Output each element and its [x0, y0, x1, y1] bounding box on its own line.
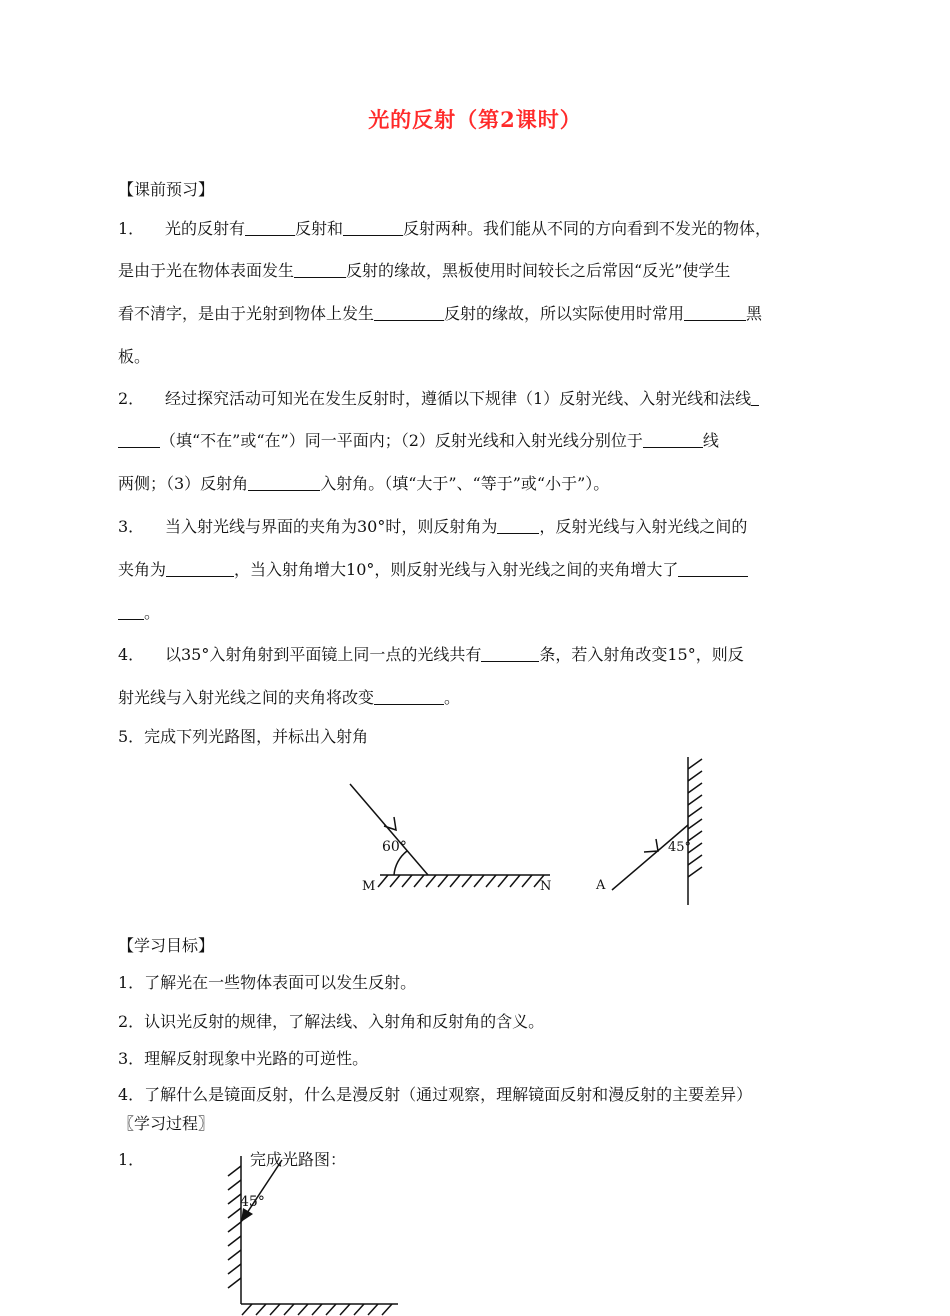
- answer-blank[interactable]: [643, 431, 703, 448]
- figure-mirror-mn: [340, 770, 570, 900]
- question-1-line-2: [118, 261, 730, 281]
- answer-blank[interactable]: [481, 645, 539, 662]
- question-text: 以35°入射角射到平面镜上同一点的光线共有: [165, 645, 482, 664]
- section-heading-process: 〖学习过程〗: [118, 1114, 215, 1133]
- answer-blank[interactable]: [751, 389, 759, 406]
- section-heading-preview: 【课前预习】: [118, 180, 215, 199]
- question-2-line-3: [118, 474, 609, 494]
- answer-blank[interactable]: [684, 304, 746, 321]
- question-4-line-2: [118, 688, 460, 708]
- question-1-line-1: [118, 219, 771, 239]
- answer-blank[interactable]: [166, 560, 234, 577]
- question-text: 看不清字，是由于光射到物体上发生: [118, 304, 375, 323]
- ray-arrow: [644, 839, 658, 852]
- answer-blank[interactable]: [678, 560, 748, 577]
- page-title: 光的反射（第2课时）: [368, 107, 582, 132]
- question-text: 反射和: [295, 219, 344, 238]
- goal-item-3: 3．理解反射现象中光路的可逆性。: [118, 1049, 369, 1068]
- mirror-hatching: [378, 875, 544, 887]
- question-1-line-4: 板。: [118, 347, 151, 366]
- answer-blank[interactable]: [374, 688, 444, 705]
- question-number: 1．: [118, 219, 145, 238]
- question-text: 光的反射有: [165, 219, 246, 238]
- question-2-line-1: [118, 389, 759, 409]
- question-text: ，当入射角增大10°，则反射光线与入射光线之间的夹角增大了: [234, 560, 679, 579]
- answer-blank[interactable]: [497, 517, 539, 534]
- angle-label: 45°: [668, 840, 692, 855]
- ray-arrow: [241, 1208, 253, 1222]
- question-text: 条，若入射角改变15°，则反: [539, 645, 744, 664]
- question-3-line-1: [118, 517, 747, 537]
- vertical-mirror-hatching: [228, 1166, 241, 1288]
- figure-vertical-mirror: [590, 755, 720, 910]
- question-text: 当入射光线与界面的夹角为30°时，则反射角为: [165, 517, 498, 536]
- question-text: ，反射光线与入射光线之间的: [539, 517, 748, 536]
- question-number: 4．: [118, 645, 145, 664]
- ray-arrow: [384, 817, 396, 830]
- question-number: 3．: [118, 517, 145, 536]
- angle-label: 45°: [240, 1194, 265, 1210]
- goal-item-2: 2．认识光反射的规律，了解法线、入射角和反射角的含义。: [118, 1012, 545, 1031]
- question-text: 入射角。（填“大于”、“等于”或“小于”）。: [320, 474, 610, 493]
- horizontal-mirror-hatching: [242, 1304, 392, 1315]
- angle-label: 60°: [382, 839, 407, 855]
- process-question-1-number: 1．: [118, 1150, 145, 1169]
- question-text: 。: [144, 603, 161, 622]
- goal-item-1: 1．了解光在一些物体表面可以发生反射。: [118, 973, 417, 992]
- question-text: 射光线与入射光线之间的夹角将改变: [118, 688, 375, 707]
- answer-blank[interactable]: [245, 219, 295, 236]
- incident-ray: [350, 784, 428, 875]
- question-text: 是由于光在物体表面发生: [118, 261, 295, 280]
- question-text: 反射的缘故，黑板使用时间较长之后常因“反光”使学生: [346, 261, 731, 280]
- section-heading-goals: 【学习目标】: [118, 936, 215, 955]
- process-question-1-text: 完成光路图：: [250, 1150, 347, 1169]
- incident-ray: [612, 825, 688, 890]
- question-3-line-2: [118, 560, 748, 580]
- question-text: 反射两种。我们能从不同的方向看到不发光的物体，: [403, 219, 772, 238]
- question-text: 黑: [746, 304, 763, 323]
- answer-blank[interactable]: [118, 431, 160, 448]
- answer-blank[interactable]: [118, 603, 144, 620]
- question-text: 反射的缘故，所以实际使用时常用: [444, 304, 685, 323]
- question-text: 。: [444, 688, 461, 707]
- question-2-line-2: [118, 431, 719, 451]
- figure-corner-mirrors: [222, 1148, 407, 1316]
- mirror-hatching: [688, 759, 702, 877]
- goal-item-4: 4．了解什么是镜面反射，什么是漫反射（通过观察，理解镜面反射和漫反射的主要差异）: [118, 1085, 753, 1104]
- question-text: 两侧；（3）反射角: [118, 474, 249, 493]
- answer-blank[interactable]: [343, 219, 403, 236]
- question-5-text: 5．完成下列光路图，并标出入射角: [118, 727, 369, 746]
- question-number: 2．: [118, 389, 145, 408]
- answer-blank[interactable]: [294, 261, 346, 278]
- answer-blank[interactable]: [374, 304, 444, 321]
- question-text: 线: [702, 431, 719, 450]
- point-label-a: A: [596, 878, 606, 893]
- point-label-m: M: [362, 879, 376, 894]
- question-4-line-1: [118, 645, 744, 665]
- question-text: （填“不在”或“在”）同一平面内；（2）反射光线和入射光线分别位于: [160, 431, 643, 450]
- question-text: 夹角为: [118, 560, 167, 579]
- answer-blank[interactable]: [248, 474, 320, 491]
- question-1-line-3: [118, 304, 762, 324]
- question-text: 经过探究活动可知光在发生反射时，遵循以下规律（1）反射光线、入射光线和法线: [165, 389, 752, 408]
- question-3-line-3: [118, 603, 160, 623]
- point-label-n: N: [540, 879, 552, 894]
